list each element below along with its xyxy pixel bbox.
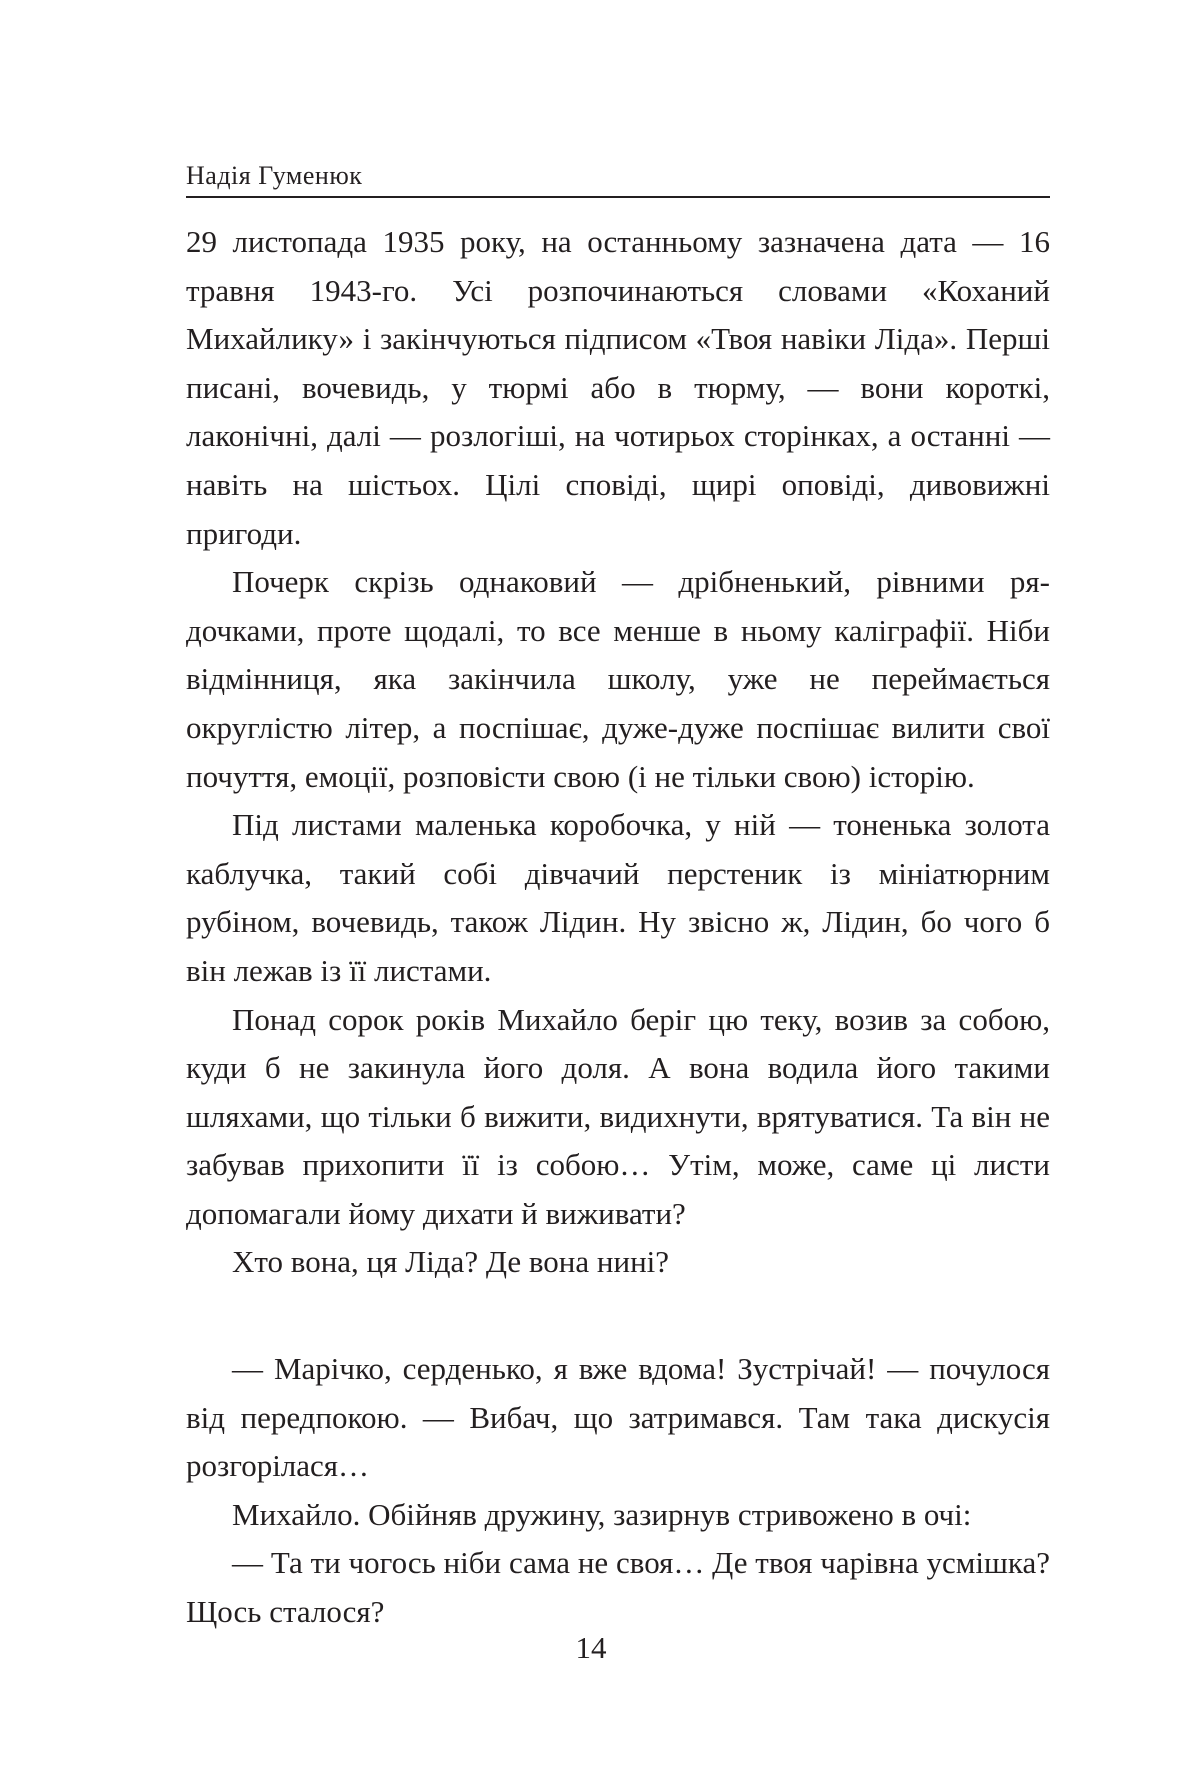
page-number: 14 <box>575 1630 607 1665</box>
running-header <box>186 160 1050 198</box>
paragraph-4: Понад сорок років Михайло беріг цю теку, возив за собою, куди б не закинула його доля. А вона водила його такими шляхами, що тільки б вижити, видихнути, врятуватися. Та він не забував прихопити її із собою… Утім, може, саме ці листи допомагали йому дихати й виживати? <box>186 1001 1050 1231</box>
body-text <box>186 218 1050 1637</box>
paragraph-5: Хто вона, ця Ліда? Де вона нині? <box>232 1244 670 1280</box>
paragraph-6: — Марічко, серденько, я вже вдома! Зустрічай! — почулося від передпокою. — Вибач, що затримався. Там така дискусія розгорілася… <box>186 1351 1050 1484</box>
paragraph-3: Під листами маленька коробочка, у ній — тоненька золота каблучка, такий собі дівчачий перстеник із мініатюрним рубіном, вочевидь, також Лідин. Ну звісно ж, Лідин, бо чого б він лежав із її листами. <box>186 807 1050 988</box>
scene-break <box>186 1287 1050 1345</box>
paragraph-1: 29 листопада 1935 року, на останньому зазначена дата — 16 травня 1943-го. Усі розпочинаються словами «Коханий Михайлику» і закінчуються підписом «Твоя навіки Ліда». Перші писані, вочевидь, у тюрмі або в тюрму, — вони короткі, лаконічні, далі — розлогіші, на чотирьох сторінках, а останні — навіть на шістьох. Цілі сповіді, щирі оповіді, дивовижні пригоди. <box>186 224 1050 551</box>
paragraph-8: — Та ти чогось ніби сама не своя… Де твоя чарівна усмішка? Щось сталося? <box>186 1545 1050 1630</box>
paragraph-7: Михайло. Обійняв дружину, зазирнув стривожено в очі: <box>232 1496 972 1532</box>
author-name: Надія Гуменюк <box>186 161 363 190</box>
paragraph-2: Почерк скрізь однаковий — дрібненький, рівними рядочками, проте щодалі, то все менше в ньому каліграфії. Ніби відмінниця, яка закінчила школу, уже не переймається округлістю літер, а поспішає, дуже-дуже поспішає вилити свої почуття, емоції, розповісти свою (і не тільки свою) історію. <box>186 564 1050 794</box>
